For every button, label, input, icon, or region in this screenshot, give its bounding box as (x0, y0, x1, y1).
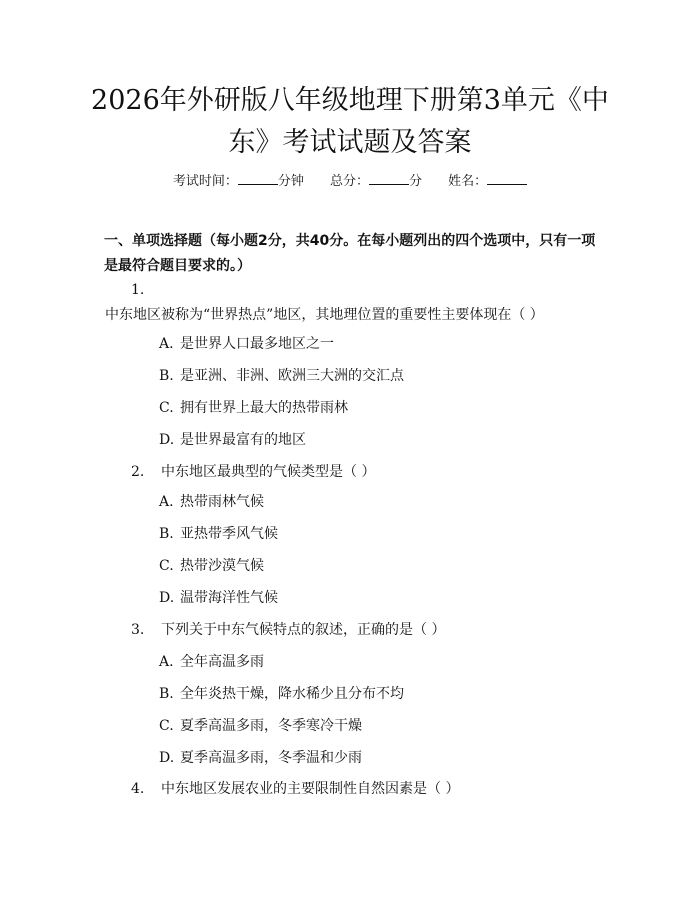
option-2a (159, 492, 264, 512)
question-4 (105, 777, 595, 802)
question-1 (105, 278, 595, 328)
option-letter: A. (159, 336, 174, 352)
option-3b (159, 684, 404, 704)
score-unit: 分 (409, 174, 423, 189)
option-text: 热带雨林气候 (180, 494, 264, 510)
option-3d (159, 748, 362, 768)
page-title (60, 80, 640, 164)
option-text: 热带沙漠气候 (180, 558, 264, 574)
option-3c (159, 716, 362, 736)
option-2b (159, 524, 278, 544)
option-1c (159, 398, 348, 418)
option-2c (159, 556, 264, 576)
option-1d (159, 430, 306, 450)
option-letter: B. (159, 686, 174, 702)
option-text: 亚热带季风气候 (180, 526, 278, 542)
option-letter: D. (159, 590, 175, 606)
option-letter: D. (159, 432, 175, 448)
option-1a (159, 334, 334, 354)
question-2 (105, 460, 595, 485)
question-stem: 下列关于中东气候特点的叙述，正确的是（ ） (161, 622, 446, 638)
option-letter: A. (159, 654, 174, 670)
question-number: 3. (131, 622, 145, 638)
option-letter: A. (159, 494, 174, 510)
question-number: 2. (131, 464, 145, 480)
option-2d (159, 588, 278, 608)
title-line-1: 2026年外研版八年级地理下册第3单元《中 (91, 85, 609, 116)
question-stem: 中东地区发展农业的主要限制性自然因素是（ ） (161, 781, 460, 797)
time-blank (238, 173, 278, 185)
question-stem: 中东地区被称为“世界热点”地区，其地理位置的重要性主要体现在（ ） (105, 307, 544, 323)
option-letter: B. (159, 368, 174, 384)
score-label: 总分： (329, 174, 369, 189)
time-unit: 分钟 (277, 174, 304, 189)
exam-info (0, 170, 700, 189)
option-text: 全年高温多雨 (180, 654, 264, 670)
option-letter: B. (159, 526, 174, 542)
option-1b (159, 366, 404, 386)
exam-name (448, 170, 527, 189)
name-blank (487, 173, 527, 185)
question-3 (105, 618, 595, 643)
title-line-2: 东》考试试题及答案 (228, 127, 472, 158)
question-number: 1. (131, 282, 145, 298)
section-heading: 一、单项选择题（每小题2分，共40分。在每小题列出的四个选项中，只有一项是最符合题目要求的。） (104, 233, 596, 274)
option-text: 全年炎热干燥，降水稀少且分布不均 (180, 686, 404, 702)
option-letter: C. (159, 558, 174, 574)
option-text: 温带海洋性气候 (180, 590, 278, 606)
score-blank (369, 173, 409, 185)
option-text: 是亚洲、非洲、欧洲三大洲的交汇点 (180, 368, 404, 384)
option-letter: C. (159, 718, 174, 734)
exam-score (330, 170, 422, 189)
name-label: 姓名： (448, 174, 488, 189)
question-stem: 中东地区最典型的气候类型是（ ） (161, 464, 376, 480)
option-text: 夏季高温多雨，冬季温和少雨 (180, 750, 362, 766)
option-text: 拥有世界上最大的热带雨林 (180, 400, 348, 416)
question-number: 4. (131, 781, 145, 797)
option-letter: C. (159, 400, 174, 416)
option-text: 是世界人口最多地区之一 (180, 336, 334, 352)
option-text: 是世界最富有的地区 (180, 432, 306, 448)
option-letter: D. (159, 750, 175, 766)
option-text: 夏季高温多雨，冬季寒冷干燥 (180, 718, 362, 734)
exam-time (173, 170, 304, 189)
time-label: 考试时间： (172, 174, 238, 189)
option-3a (159, 652, 264, 672)
